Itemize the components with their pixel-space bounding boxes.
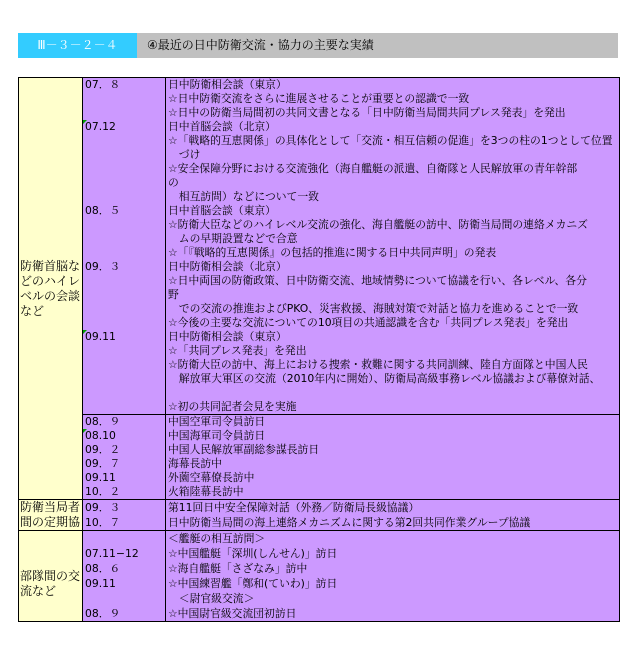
date-line xyxy=(83,531,165,546)
content-line: 相互訪問）などについて一致 xyxy=(168,190,319,203)
content-line: 第11回日中安全保障対話（外務／防衛局長級協議） xyxy=(168,501,420,514)
content-line: の xyxy=(168,176,179,189)
content-line: 日中防衛当局間の海上連絡メカニズムに関する第2回共同作業グループ協議 xyxy=(168,516,531,529)
date-label: 07.11−12 xyxy=(85,547,139,560)
content-line: 解放軍大軍区の交流（2010年内に開始）、防衛局高級事務レベル協議および幕僚対話、 xyxy=(168,372,601,385)
date-line xyxy=(83,576,165,591)
date-line xyxy=(83,92,165,106)
table-row xyxy=(19,500,620,531)
date-line xyxy=(83,106,165,120)
content-line: 中国人民解放軍副総参謀長訪日 xyxy=(168,443,320,456)
content-line: ☆「共同プレス発表」を発出 xyxy=(168,344,307,357)
content-line: 日中首脳会談（東京） xyxy=(168,204,276,217)
content-line: ムの早期設置などで合意 xyxy=(168,232,298,245)
content-line: 外薗空幕僚長訪中 xyxy=(168,471,255,484)
error-indicator-icon xyxy=(83,120,87,124)
content-line: ☆今後の主要な交流についての10項目の共通認識を含む「共同プレス発表」を発出 xyxy=(168,316,569,329)
content-cell xyxy=(166,78,620,415)
content-line: ☆日中の防衛当局間初の共同文書となる「日中防衛当局間共同プレス発表」を発出 xyxy=(168,106,566,119)
date-line xyxy=(83,471,165,485)
date-cell xyxy=(83,531,166,622)
content-line: 日中首脳会談（北京） xyxy=(168,120,276,133)
content-line: 火箱陸幕長訪中 xyxy=(168,485,244,498)
content-line: ☆防衛大臣の訪中、海上における捜索・救難に関する共同訓練、陸自方面隊と中国人民 xyxy=(168,358,588,371)
error-indicator-icon xyxy=(83,330,87,334)
content-line: での交流の推進およびPKO、災害救援、海賊対策で対話と協力を進めることで一致 xyxy=(168,302,579,315)
date-label: 07．８ xyxy=(85,78,121,91)
date-label: 09．７ xyxy=(85,457,121,470)
content-line: ☆「戦略的互恵関係」の具体化として「交流・相互信頼の促進」を3つの柱の1つとして位置 xyxy=(168,134,613,147)
date-line xyxy=(83,288,165,302)
date-line xyxy=(83,358,165,372)
date-label: 08.10 xyxy=(85,429,116,442)
content-line: 日中防衛相会談（北京） xyxy=(168,260,287,273)
category-label: 防衛首脳などのハイレベルの会談など xyxy=(20,258,81,318)
date-label: 09．３ xyxy=(85,260,121,273)
content-line: 中国空軍司令員訪日 xyxy=(168,415,266,428)
date-line xyxy=(83,443,165,457)
table-body xyxy=(19,78,620,622)
date-line xyxy=(83,457,165,471)
date-line xyxy=(83,162,165,176)
content-line xyxy=(166,386,619,400)
date-cell xyxy=(83,78,166,415)
date-line xyxy=(83,204,165,218)
date-label: 07.12 xyxy=(85,120,116,133)
date-line xyxy=(83,591,165,606)
date-line xyxy=(83,176,165,190)
error-indicator-icon xyxy=(83,429,87,433)
content-line: ＜艦艇の相互訪問＞ xyxy=(168,532,266,545)
date-line xyxy=(83,302,165,316)
date-line xyxy=(83,386,165,400)
date-cell xyxy=(83,500,166,531)
category-cell xyxy=(19,78,83,500)
content-line: 中国海軍司令員訪日 xyxy=(168,429,266,442)
content-line: づけ xyxy=(168,148,201,161)
date-label: 08．９ xyxy=(85,607,121,620)
date-label: 09.11 xyxy=(85,577,116,590)
date-line xyxy=(83,190,165,204)
date-line xyxy=(83,134,165,148)
date-line xyxy=(83,120,165,134)
content-cell xyxy=(166,500,620,531)
date-line xyxy=(83,546,165,561)
date-line xyxy=(83,316,165,330)
content-line: ☆安全保障分野における交流強化（海自艦艇の派遣、自衛隊と人民解放軍の青年幹部 xyxy=(168,162,578,175)
figure-header xyxy=(18,33,618,58)
date-line xyxy=(83,561,165,576)
content-line: ＜尉官級交流＞ xyxy=(168,592,255,605)
date-label: 08．５ xyxy=(85,204,121,217)
date-line xyxy=(83,515,165,530)
category-label: 防衛当局者間の定期協 xyxy=(20,500,81,529)
date-line xyxy=(83,274,165,288)
content-line: ☆日中両国の防衛政策、日中防衛交流、地域情勢について協議を行い、各レベル、各分 xyxy=(168,274,587,287)
date-label: 09．３ xyxy=(85,501,121,514)
date-line xyxy=(83,415,165,429)
date-label: 10．７ xyxy=(85,516,121,529)
content-line: ☆中国尉官級交流団初訪日 xyxy=(168,607,297,620)
content-line: ☆中国練習艦「鄭和(ていわ)」訪日 xyxy=(168,577,338,590)
content-line: ☆防衛大臣などのハイレベル交流の強化、海自艦艇の訪中、防衛当局間の連絡メカニズ xyxy=(168,218,588,231)
date-line xyxy=(83,148,165,162)
date-line xyxy=(83,232,165,246)
date-line xyxy=(83,400,165,414)
table-row xyxy=(19,531,620,622)
content-cell xyxy=(166,531,620,622)
category-cell xyxy=(19,531,83,622)
date-line xyxy=(83,330,165,344)
content-line: 日中防衛相会談（東京） xyxy=(168,78,287,91)
date-line xyxy=(83,485,165,499)
category-cell xyxy=(19,500,83,531)
date-label: 10．２ xyxy=(85,485,121,498)
date-line xyxy=(83,606,165,621)
content-line: 野 xyxy=(168,288,179,301)
figure-title: ④最近の日中防衛交流・協力の主要な実績 xyxy=(137,33,618,58)
table-row xyxy=(19,415,620,500)
date-line xyxy=(83,218,165,232)
date-label: 09.11 xyxy=(85,471,116,484)
date-label: 08．９ xyxy=(85,415,121,428)
content-line: ☆日中防衛交流をさらに進展させることが重要との認識で一致 xyxy=(168,92,470,105)
date-label: 09.11 xyxy=(85,330,116,343)
content-line: ☆中国艦艇「深圳(しんせん)」訪日 xyxy=(168,547,338,560)
content-line: ☆海自艦艇「さざなみ」訪中 xyxy=(168,562,308,575)
content-line: 日中防衛相会談（東京） xyxy=(168,330,287,343)
date-line xyxy=(83,246,165,260)
content-line: ☆初の共同記者会見を実施 xyxy=(168,400,297,413)
date-line xyxy=(83,344,165,358)
date-cell xyxy=(83,415,166,500)
content-line: 海幕長訪中 xyxy=(168,457,222,470)
figure-number: Ⅲ－３－２－４ xyxy=(18,33,137,58)
table-row xyxy=(19,78,620,415)
category-label: 部隊間の交流など xyxy=(20,568,81,598)
content-cell xyxy=(166,415,620,500)
date-line xyxy=(83,78,165,92)
exchange-table xyxy=(18,77,620,622)
date-line xyxy=(83,500,165,515)
date-line xyxy=(83,260,165,274)
content-line: ☆「『戦略的互恵関係』の包括的推進に関する日中共同声明」の発表 xyxy=(168,246,497,259)
date-label: 09．２ xyxy=(85,443,121,456)
date-line xyxy=(83,372,165,386)
date-line xyxy=(83,429,165,443)
date-label: 08．６ xyxy=(85,562,121,575)
